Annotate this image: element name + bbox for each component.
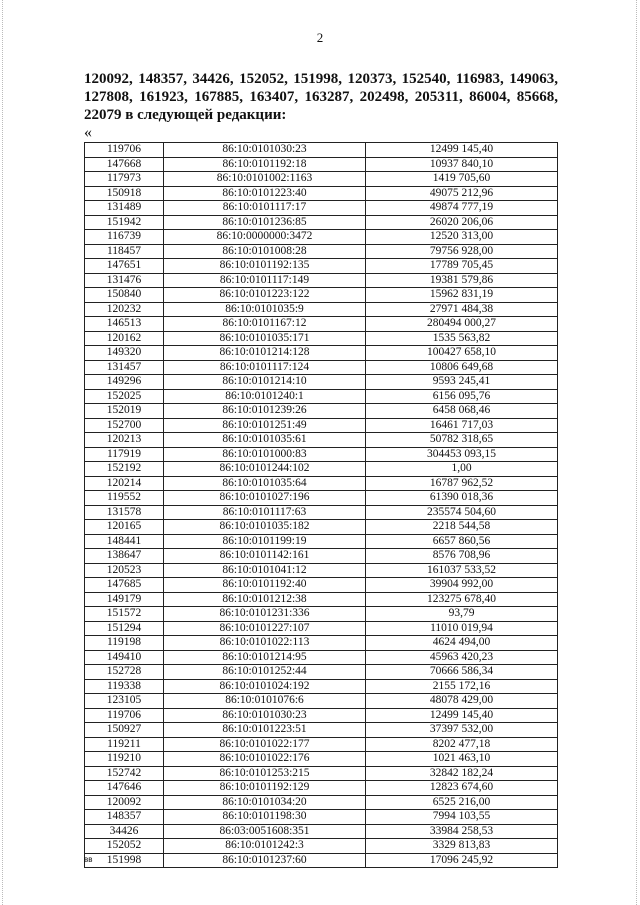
table-row (85, 418, 558, 433)
table-row (85, 708, 558, 723)
data-table (84, 142, 558, 868)
table-row (85, 433, 558, 448)
table-row (85, 201, 558, 216)
row-id-cell: 119210 (85, 752, 164, 767)
value-cell: 9593 245,41 (366, 375, 558, 390)
row-id-cell: 120162 (85, 331, 164, 346)
value-cell: 304453 093,15 (366, 447, 558, 462)
cadastral-number-cell: 86:10:0101253:215 (164, 766, 366, 781)
cadastral-number-cell: 86:10:0101022:177 (164, 737, 366, 752)
cadastral-number-cell: 86:10:0101214:10 (164, 375, 366, 390)
cadastral-number-cell: 86:10:0101237:60 (164, 853, 366, 868)
page-number: 2 (316, 30, 324, 45)
table-row (85, 824, 558, 839)
row-id-cell: 150840 (85, 288, 164, 303)
value-cell: 12499 145,40 (366, 143, 558, 158)
row-id-cell: 119211 (85, 737, 164, 752)
value-cell: 32842 182,24 (366, 766, 558, 781)
row-id-cell: 152700 (85, 418, 164, 433)
row-id-cell: 138647 (85, 549, 164, 564)
row-id-cell: 149320 (85, 346, 164, 361)
table-row (85, 563, 558, 578)
value-cell: 19381 579,86 (366, 273, 558, 288)
cadastral-number-cell: 86:10:0101035:61 (164, 433, 366, 448)
table-row (85, 853, 558, 868)
cadastral-number-cell: 86:03:0051608:351 (164, 824, 366, 839)
cadastral-number-cell: 86:10:0101117:17 (164, 201, 366, 216)
value-cell: 8576 708,96 (366, 549, 558, 564)
intro-paragraph: 120092, 148357, 34426, 152052, 151998, 120373, 152540, 116983, 149063, 127808, 161923, 167885, 163407, 163287, 202498, 205311, 86004, 85668, 22079 в следующей редакции: (84, 71, 558, 123)
table-row (85, 476, 558, 491)
table-row (85, 694, 558, 709)
table-row (85, 491, 558, 506)
row-id-cell: 34426 (85, 824, 164, 839)
cadastral-number-cell: 86:10:0101024:192 (164, 679, 366, 694)
value-cell: 10806 649,68 (366, 360, 558, 375)
value-cell: 33984 258,53 (366, 824, 558, 839)
table-row (85, 766, 558, 781)
value-cell: 280494 000,27 (366, 317, 558, 332)
cadastral-number-cell: 86:10:0101212:38 (164, 592, 366, 607)
value-cell: 17789 705,45 (366, 259, 558, 274)
table-row (85, 404, 558, 419)
cadastral-number-cell: 86:10:0000000:3472 (164, 230, 366, 245)
value-cell: 235574 504,60 (366, 505, 558, 520)
row-id-cell: 150918 (85, 186, 164, 201)
table-row (85, 505, 558, 520)
value-cell: 37397 532,00 (366, 723, 558, 738)
table-row (85, 665, 558, 680)
row-id-cell: 152019 (85, 404, 164, 419)
value-cell: 8202 477,18 (366, 737, 558, 752)
row-id-cell: 117973 (85, 172, 164, 187)
row-id-cell: 131578 (85, 505, 164, 520)
table-row (85, 752, 558, 767)
row-id-cell: 147685 (85, 578, 164, 593)
row-id-cell: 120523 (85, 563, 164, 578)
cadastral-number-cell: 86:10:0101117:124 (164, 360, 366, 375)
value-cell: 48078 429,00 (366, 694, 558, 709)
cadastral-number-cell: 86:10:0101239:26 (164, 404, 366, 419)
value-cell: 3329 813,83 (366, 839, 558, 854)
cadastral-number-cell: 86:10:0101035:9 (164, 302, 366, 317)
row-id-cell: 147668 (85, 157, 164, 172)
table-row (85, 375, 558, 390)
row-id-cell: 149410 (85, 650, 164, 665)
table-row (85, 737, 558, 752)
row-id-cell: 120213 (85, 433, 164, 448)
table-row (85, 230, 558, 245)
table-row (85, 795, 558, 810)
table-row (85, 389, 558, 404)
row-id-cell: 123105 (85, 694, 164, 709)
table-row (85, 288, 558, 303)
table-row (85, 462, 558, 477)
value-cell: 10937 840,10 (366, 157, 558, 172)
value-cell: 79756 928,00 (366, 244, 558, 259)
value-cell: 12520 313,00 (366, 230, 558, 245)
value-cell: 123275 678,40 (366, 592, 558, 607)
value-cell: 12499 145,40 (366, 708, 558, 723)
footer-mark: вв (84, 855, 93, 864)
value-cell: 50782 318,65 (366, 433, 558, 448)
table-row (85, 215, 558, 230)
cadastral-number-cell: 86:10:0101242:3 (164, 839, 366, 854)
table-row (85, 143, 558, 158)
row-id-cell: 119338 (85, 679, 164, 694)
value-cell: 6458 068,46 (366, 404, 558, 419)
row-id-cell: 151294 (85, 621, 164, 636)
table-row (85, 259, 558, 274)
value-cell: 2155 172,16 (366, 679, 558, 694)
table-row (85, 592, 558, 607)
value-cell: 16787 962,52 (366, 476, 558, 491)
cadastral-number-cell: 86:10:0101002:1163 (164, 172, 366, 187)
table-row (85, 607, 558, 622)
cadastral-number-cell: 86:10:0101035:171 (164, 331, 366, 346)
table-row (85, 534, 558, 549)
value-cell: 49075 212,96 (366, 186, 558, 201)
value-cell: 1535 563,82 (366, 331, 558, 346)
cadastral-number-cell: 86:10:0101030:23 (164, 143, 366, 158)
table-row (85, 549, 558, 564)
table-row (85, 317, 558, 332)
row-id-cell: 149296 (85, 375, 164, 390)
table-row (85, 810, 558, 825)
value-cell: 45963 420,23 (366, 650, 558, 665)
row-id-cell: 120165 (85, 520, 164, 535)
opening-quote-mark: « (84, 124, 92, 141)
value-cell: 61390 018,36 (366, 491, 558, 506)
row-id-cell: 120214 (85, 476, 164, 491)
cadastral-number-cell: 86:10:0101030:23 (164, 708, 366, 723)
row-id-cell: 120092 (85, 795, 164, 810)
cadastral-number-cell: 86:10:0101000:83 (164, 447, 366, 462)
cadastral-number-cell: 86:10:0101231:336 (164, 607, 366, 622)
value-cell: 93,79 (366, 607, 558, 622)
cadastral-number-cell: 86:10:0101251:49 (164, 418, 366, 433)
cadastral-number-cell: 86:10:0101223:122 (164, 288, 366, 303)
scan-edge-left (2, 0, 4, 905)
table-row (85, 621, 558, 636)
row-id-cell: 116739 (85, 230, 164, 245)
cadastral-number-cell: 86:10:0101117:149 (164, 273, 366, 288)
value-cell: 49874 777,19 (366, 201, 558, 216)
cadastral-number-cell: 86:10:0101214:95 (164, 650, 366, 665)
table-row (85, 723, 558, 738)
cadastral-number-cell: 86:10:0101192:18 (164, 157, 366, 172)
row-id-cell: 148357 (85, 810, 164, 825)
cadastral-number-cell: 86:10:0101022:176 (164, 752, 366, 767)
value-cell: 6156 095,76 (366, 389, 558, 404)
value-cell: 27971 484,38 (366, 302, 558, 317)
row-id-cell: 118457 (85, 244, 164, 259)
row-id-cell: 147651 (85, 259, 164, 274)
value-cell: 2218 544,58 (366, 520, 558, 535)
scan-edge-right (636, 0, 638, 905)
table-row (85, 781, 558, 796)
value-cell: 15962 831,19 (366, 288, 558, 303)
cadastral-number-cell: 86:10:0101198:30 (164, 810, 366, 825)
value-cell: 16461 717,03 (366, 418, 558, 433)
table-row (85, 520, 558, 535)
row-id-cell: 117919 (85, 447, 164, 462)
row-id-cell: 150927 (85, 723, 164, 738)
value-cell: 1,00 (366, 462, 558, 477)
row-id-cell: 152025 (85, 389, 164, 404)
value-cell: 1021 463,10 (366, 752, 558, 767)
table-row (85, 302, 558, 317)
row-id-cell: 146513 (85, 317, 164, 332)
row-id-cell: 119198 (85, 636, 164, 651)
cadastral-number-cell: 86:10:0101244:102 (164, 462, 366, 477)
row-id-cell: 131457 (85, 360, 164, 375)
row-id-cell: 119706 (85, 143, 164, 158)
cadastral-number-cell: 86:10:0101035:64 (164, 476, 366, 491)
value-cell: 4624 494,00 (366, 636, 558, 651)
value-cell: 12823 674,60 (366, 781, 558, 796)
table-row (85, 447, 558, 462)
cadastral-number-cell: 86:10:0101076:6 (164, 694, 366, 709)
table-row (85, 186, 558, 201)
cadastral-number-cell: 86:10:0101252:44 (164, 665, 366, 680)
row-id-cell: 152728 (85, 665, 164, 680)
value-cell: 11010 019,94 (366, 621, 558, 636)
table-row (85, 273, 558, 288)
cadastral-number-cell: 86:10:0101240:1 (164, 389, 366, 404)
cadastral-number-cell: 86:10:0101035:182 (164, 520, 366, 535)
cadastral-number-cell: 86:10:0101027:196 (164, 491, 366, 506)
row-id-cell: 151998 (85, 853, 164, 868)
value-cell: 17096 245,92 (366, 853, 558, 868)
row-id-cell: 152052 (85, 839, 164, 854)
value-cell: 6657 860,56 (366, 534, 558, 549)
row-id-cell: 148441 (85, 534, 164, 549)
table-row (85, 157, 558, 172)
row-id-cell: 152192 (85, 462, 164, 477)
cadastral-number-cell: 86:10:0101192:40 (164, 578, 366, 593)
row-id-cell: 147646 (85, 781, 164, 796)
cadastral-number-cell: 86:10:0101236:85 (164, 215, 366, 230)
table-row (85, 346, 558, 361)
value-cell: 70666 586,34 (366, 665, 558, 680)
value-cell: 39904 992,00 (366, 578, 558, 593)
row-id-cell: 149179 (85, 592, 164, 607)
row-id-cell: 131476 (85, 273, 164, 288)
row-id-cell: 119552 (85, 491, 164, 506)
value-cell: 7994 103,55 (366, 810, 558, 825)
cadastral-number-cell: 86:10:0101034:20 (164, 795, 366, 810)
cadastral-number-cell: 86:10:0101142:161 (164, 549, 366, 564)
cadastral-number-cell: 86:10:0101192:129 (164, 781, 366, 796)
cadastral-number-cell: 86:10:0101214:128 (164, 346, 366, 361)
cadastral-number-cell: 86:10:0101223:40 (164, 186, 366, 201)
table-row (85, 636, 558, 651)
cadastral-number-cell: 86:10:0101199:19 (164, 534, 366, 549)
value-cell: 161037 533,52 (366, 563, 558, 578)
table-row (85, 578, 558, 593)
cadastral-number-cell: 86:10:0101223:51 (164, 723, 366, 738)
row-id-cell: 131489 (85, 201, 164, 216)
row-id-cell: 152742 (85, 766, 164, 781)
cadastral-number-cell: 86:10:0101167:12 (164, 317, 366, 332)
cadastral-number-cell: 86:10:0101041:12 (164, 563, 366, 578)
cadastral-number-cell: 86:10:0101192:135 (164, 259, 366, 274)
table-row (85, 172, 558, 187)
value-cell: 6525 216,00 (366, 795, 558, 810)
cadastral-number-cell: 86:10:0101008:28 (164, 244, 366, 259)
row-id-cell: 120232 (85, 302, 164, 317)
cadastral-number-cell: 86:10:0101227:107 (164, 621, 366, 636)
table-row (85, 650, 558, 665)
row-id-cell: 151572 (85, 607, 164, 622)
table-row (85, 244, 558, 259)
value-cell: 100427 658,10 (366, 346, 558, 361)
cadastral-number-cell: 86:10:0101117:63 (164, 505, 366, 520)
table-row (85, 679, 558, 694)
table-body (85, 143, 558, 868)
table-row (85, 360, 558, 375)
value-cell: 26020 206,06 (366, 215, 558, 230)
value-cell: 1419 705,60 (366, 172, 558, 187)
table-row (85, 331, 558, 346)
cadastral-number-cell: 86:10:0101022:113 (164, 636, 366, 651)
row-id-cell: 151942 (85, 215, 164, 230)
row-id-cell: 119706 (85, 708, 164, 723)
table-row (85, 839, 558, 854)
